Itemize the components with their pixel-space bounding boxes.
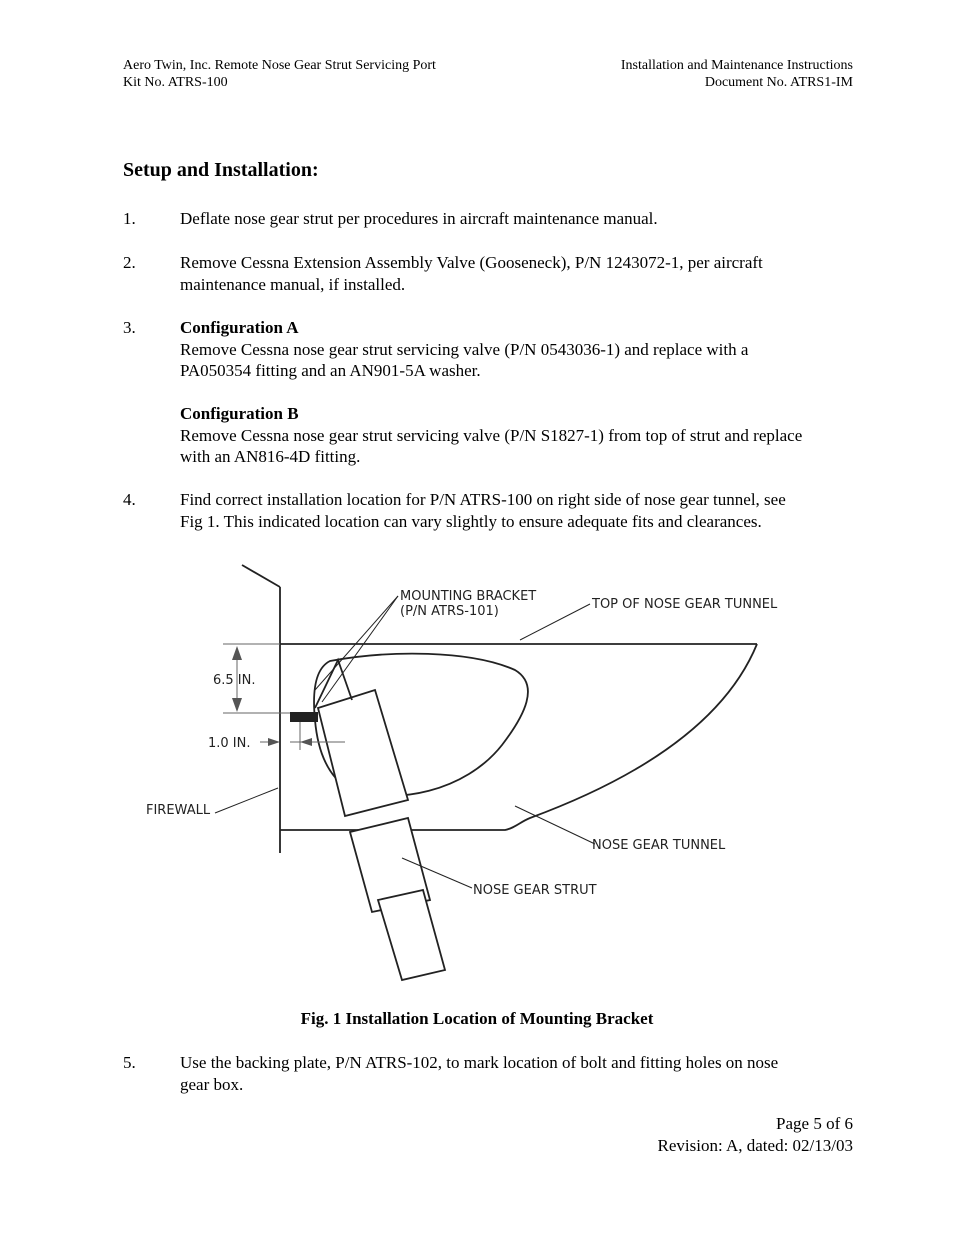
- header-title: Aero Twin, Inc. Remote Nose Gear Strut Servicing Port: [123, 58, 436, 73]
- label-mounting-bracket: MOUNTING BRACKET: [400, 589, 537, 604]
- header-doc-number: Document No. ATRS1-IM: [704, 75, 853, 90]
- figure-installation-diagram: [140, 560, 820, 990]
- section-title: Setup and Installation:: [123, 159, 319, 181]
- label-firewall: FIREWALL: [146, 803, 211, 818]
- step-number: 5.: [123, 1053, 136, 1072]
- step-text-line: Remove Cessna nose gear strut servicing valve (P/N S1827-1) from top of strut and replace: [180, 425, 803, 445]
- step-text-line: with an AN816-4D fitting.: [180, 447, 361, 466]
- strut-lower: [378, 890, 445, 980]
- step-number: 3.: [123, 318, 136, 337]
- figure-caption: Fig. 1 Installation Location of Mounting Bracket: [300, 1009, 654, 1028]
- step-text-line: PA050354 fitting and an AN901-5A washer.: [180, 361, 481, 380]
- revision-info: Revision: A, dated: 02/13/03: [657, 1136, 853, 1155]
- config-b-title: Configuration B: [180, 404, 299, 423]
- installation-diagram: [140, 560, 820, 990]
- header-left: [123, 57, 436, 91]
- bracket-block: [290, 712, 318, 722]
- page-footer: [658, 1113, 854, 1157]
- label-dim-6-5: 6.5 IN.: [213, 673, 256, 688]
- step-text-line: gear box.: [180, 1074, 244, 1094]
- header-kit-number: Kit No. ATRS-100: [123, 75, 228, 90]
- label-top-tunnel: TOP OF NOSE GEAR TUNNEL: [592, 597, 778, 612]
- label-mounting-bracket-pn: (P/N ATRS-101): [400, 604, 499, 619]
- step-number: 1.: [123, 209, 136, 228]
- strut-top-block: [318, 690, 408, 816]
- step-text-line: Find correct installation location for P/N ATRS-100 on right side of nose gear tunnel, see: [180, 490, 786, 509]
- label-nose-gear-strut: NOSE GEAR STRUT: [473, 883, 597, 898]
- step-text-line: Remove Cessna Extension Assembly Valve (Gooseneck), P/N 1243072-1, per aircraft: [180, 253, 763, 272]
- label-nose-gear-tunnel: NOSE GEAR TUNNEL: [592, 838, 726, 853]
- header-right: [621, 57, 853, 91]
- step-text-line: Use the backing plate, P/N ATRS-102, to mark location of bolt and fitting holes on nose: [180, 1053, 779, 1072]
- step-text-line: maintenance manual, if installed.: [180, 274, 406, 294]
- header-doc-type: Installation and Maintenance Instructions: [620, 58, 853, 73]
- firewall-top-line: [242, 565, 280, 587]
- step-text: Deflate nose gear strut per procedures in aircraft maintenance manual.: [180, 209, 658, 228]
- step-text-line: Remove Cessna nose gear strut servicing valve (P/N 0543036-1) and replace with a: [180, 339, 749, 359]
- config-a-title: Configuration A: [180, 318, 299, 337]
- label-dim-1-0: 1.0 IN.: [208, 736, 251, 751]
- step-number: 4.: [123, 490, 136, 509]
- page-number: Page 5 of 6: [776, 1114, 853, 1133]
- step-text-line: Fig 1. This indicated location can vary slightly to ensure adequate fits and clearances.: [180, 511, 762, 531]
- step-number: 2.: [123, 253, 136, 272]
